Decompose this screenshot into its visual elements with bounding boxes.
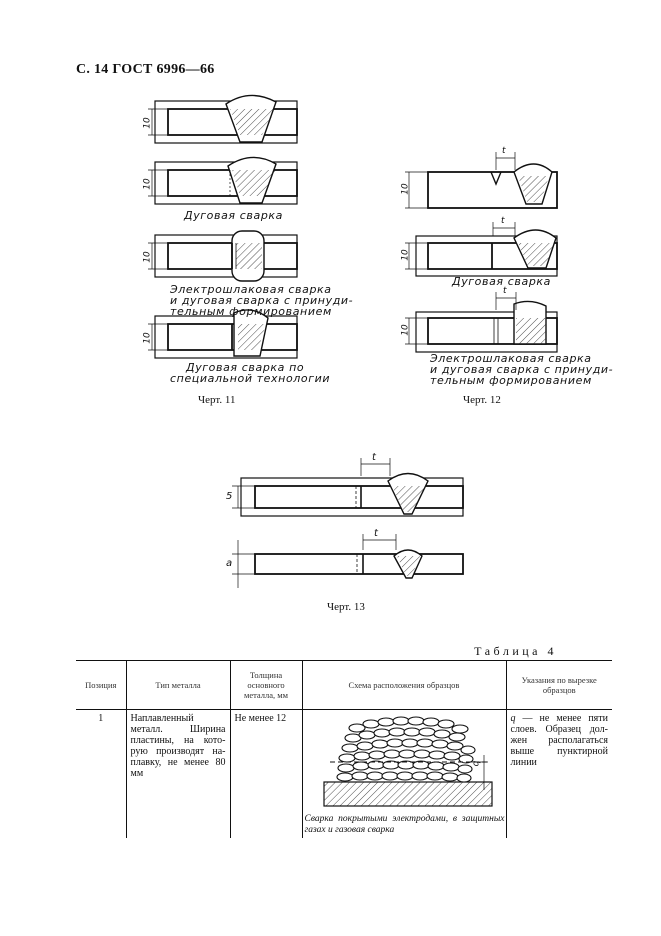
scheme-caption: Сварка покрытыми электродами, в защитных газах и газовая сварка (304, 814, 505, 835)
fig12-t-2: t (501, 216, 505, 226)
fig12-dim-1: 10 (400, 183, 411, 195)
fig11-caption-5: Дуговая сварка по (186, 361, 305, 374)
table-row (76, 710, 612, 839)
scheme-dim-q: q (470, 760, 481, 767)
fig11-plate-3 (148, 231, 297, 281)
header-thickness: Толщина основного металла, мм (230, 661, 302, 710)
fig11-plate-2 (148, 157, 297, 204)
fig13-t-1: t (372, 452, 376, 463)
fig12-t-3: t (503, 286, 507, 296)
fig13-dim-a: a (226, 558, 233, 569)
fig11-caption-3: и дуговая сварка с принуди- (170, 294, 354, 307)
fig11-plate-1 (148, 95, 297, 143)
cell-scheme (302, 710, 506, 839)
figure-12-drawing (405, 152, 557, 352)
header-instructions: Указания по вырезке образцов (506, 661, 612, 710)
header-position: Позиция (76, 661, 126, 710)
cell-metal-type: Наплавленный металл. Ширина пластины, на кото-рую производят на-плавку, не менее 80 мм (126, 710, 230, 839)
fig13-plate-1 (232, 458, 463, 516)
cell-instructions (506, 710, 612, 839)
fig12-plate-3 (405, 292, 557, 352)
fig12-caption-3: и дуговая сварка с принуди- (430, 363, 614, 376)
cell-position: 1 (98, 713, 104, 724)
figure-13-drawing (232, 458, 463, 588)
table-4 (76, 660, 612, 838)
fig12-caption-2: Электрошлаковая сварка (430, 352, 592, 365)
fig11-dim-1: 10 (142, 117, 153, 129)
fig12-plate-1 (405, 152, 557, 208)
cell-thickness: Не менее 12 (230, 710, 302, 839)
table-header-row (76, 661, 612, 710)
fig12-caption-1: Дуговая сварка (452, 275, 551, 288)
instructions-text: — не менее пяти слоев. Образец дол-жен располагаться выше пунктирной линии (510, 713, 608, 768)
fig11-caption-6: специальной технологии (170, 372, 331, 385)
page-header: С. 14 ГОСТ 6996—66 (76, 62, 215, 77)
fig13-label: Черт. 13 (327, 601, 365, 613)
instructions-var: q (510, 713, 516, 724)
fig13-plate-2 (232, 534, 463, 588)
fig12-t-1: t (502, 146, 506, 156)
header-scheme: Схема расположения образцов (302, 661, 506, 710)
fig12-caption-4: тельным формированием (430, 374, 592, 387)
fig11-dim-4: 10 (142, 332, 153, 344)
fig13-t-2: t (374, 528, 378, 539)
fig11-label: Черт. 11 (198, 394, 236, 406)
fig11-dim-3: 10 (142, 251, 153, 263)
fig11-dim-2: 10 (142, 178, 153, 190)
fig12-dim-2: 10 (400, 249, 411, 261)
fig13-dim-5: 5 (226, 491, 233, 502)
header-metal-type: Тип металла (126, 661, 230, 710)
fig12-label: Черт. 12 (463, 394, 501, 406)
fig12-dim-3: 10 (400, 324, 411, 336)
fig11-caption-2: Электрошлаковая сварка (170, 283, 332, 296)
table-caption: Таблица 4 (474, 644, 557, 658)
fig11-caption-1: Дуговая сварка (184, 209, 283, 222)
fig11-caption-4: тельным формированием (170, 305, 332, 318)
fig12-plate-2 (405, 222, 557, 276)
